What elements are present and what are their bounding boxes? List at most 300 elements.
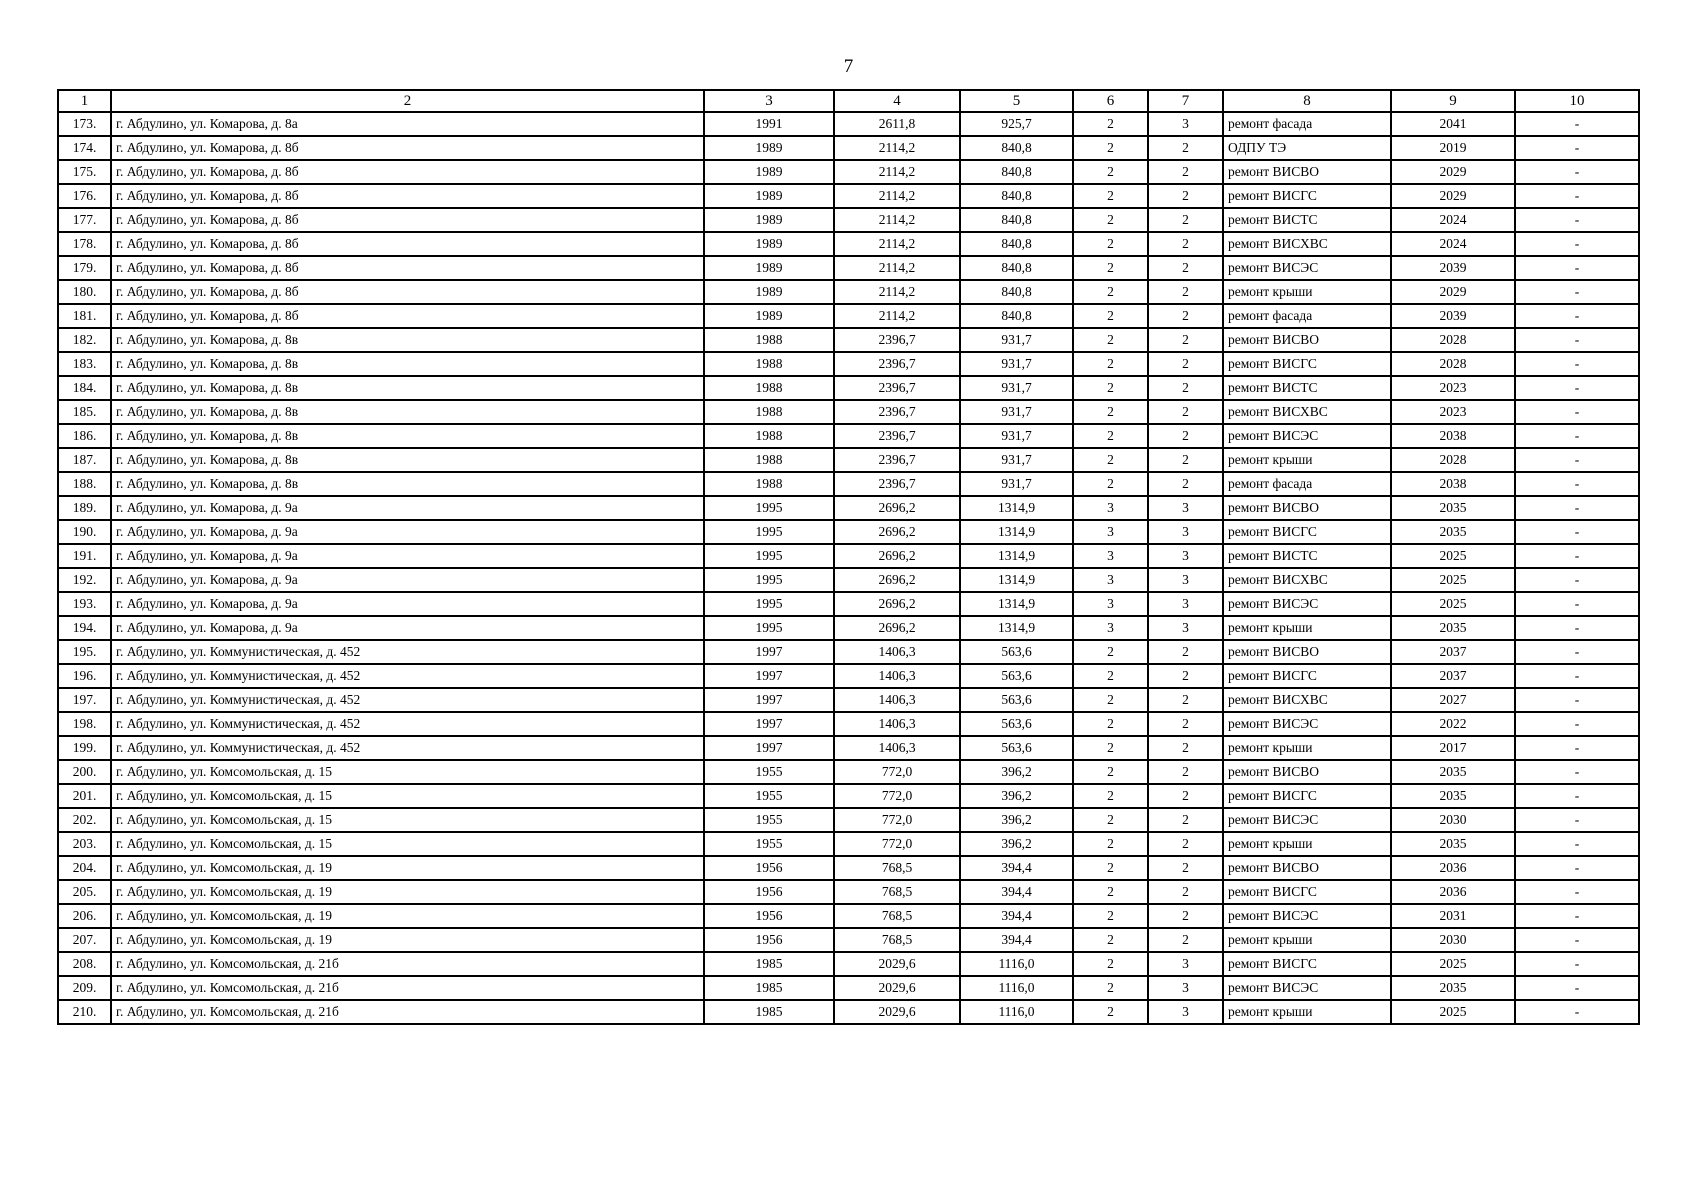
- table-row: [58, 520, 1639, 544]
- cell-planned-year: 2041: [1391, 112, 1515, 136]
- cell-work-type: ремонт ВИСГС: [1223, 184, 1391, 208]
- cell-year: 1995: [704, 568, 834, 592]
- cell-note: -: [1515, 448, 1639, 472]
- cell-work-type: ремонт крыши: [1223, 280, 1391, 304]
- cell-living-area: 931,7: [960, 328, 1073, 352]
- cell-living-area: 394,4: [960, 928, 1073, 952]
- cell-entrances: 3: [1148, 496, 1223, 520]
- cell-total-area: 2696,2: [834, 520, 960, 544]
- cell-year: 1989: [704, 208, 834, 232]
- cell-note: -: [1515, 400, 1639, 424]
- cell-planned-year: 2029: [1391, 160, 1515, 184]
- cell-work-type: ремонт ВИСЭС: [1223, 904, 1391, 928]
- cell-entrances: 2: [1148, 880, 1223, 904]
- cell-note: -: [1515, 472, 1639, 496]
- cell-row-number: 198.: [58, 712, 111, 736]
- cell-row-number: 186.: [58, 424, 111, 448]
- cell-floors: 2: [1073, 112, 1148, 136]
- cell-row-number: 200.: [58, 760, 111, 784]
- column-header-8: 8: [1223, 90, 1391, 112]
- cell-floors: 2: [1073, 808, 1148, 832]
- cell-living-area: 840,8: [960, 256, 1073, 280]
- cell-row-number: 206.: [58, 904, 111, 928]
- cell-year: 1985: [704, 952, 834, 976]
- cell-planned-year: 2023: [1391, 400, 1515, 424]
- cell-floors: 3: [1073, 544, 1148, 568]
- cell-row-number: 188.: [58, 472, 111, 496]
- table-row: [58, 112, 1639, 136]
- cell-row-number: 199.: [58, 736, 111, 760]
- cell-work-type: ремонт фасада: [1223, 472, 1391, 496]
- cell-living-area: 840,8: [960, 280, 1073, 304]
- cell-address: г. Абдулино, ул. Комсомольская, д. 19: [111, 928, 704, 952]
- cell-row-number: 204.: [58, 856, 111, 880]
- cell-total-area: 2696,2: [834, 616, 960, 640]
- cell-planned-year: 2029: [1391, 280, 1515, 304]
- cell-note: -: [1515, 904, 1639, 928]
- cell-address: г. Абдулино, ул. Коммунистическая, д. 452: [111, 688, 704, 712]
- cell-floors: 2: [1073, 472, 1148, 496]
- cell-work-type: ремонт ВИСВО: [1223, 160, 1391, 184]
- cell-entrances: 2: [1148, 904, 1223, 928]
- cell-work-type: ремонт ВИСХВС: [1223, 568, 1391, 592]
- cell-year: 1989: [704, 232, 834, 256]
- cell-total-area: 2029,6: [834, 1000, 960, 1024]
- cell-total-area: 2114,2: [834, 136, 960, 160]
- cell-work-type: ремонт ВИСЭС: [1223, 976, 1391, 1000]
- cell-planned-year: 2035: [1391, 760, 1515, 784]
- cell-total-area: 2396,7: [834, 352, 960, 376]
- table-row: [58, 472, 1639, 496]
- cell-work-type: ОДПУ ТЭ: [1223, 136, 1391, 160]
- table-row: [58, 496, 1639, 520]
- cell-planned-year: 2035: [1391, 976, 1515, 1000]
- cell-floors: 2: [1073, 736, 1148, 760]
- cell-note: -: [1515, 592, 1639, 616]
- cell-address: г. Абдулино, ул. Коммунистическая, д. 452: [111, 664, 704, 688]
- table-row: [58, 1000, 1639, 1024]
- cell-living-area: 563,6: [960, 712, 1073, 736]
- cell-row-number: 210.: [58, 1000, 111, 1024]
- cell-address: г. Абдулино, ул. Комсомольская, д. 19: [111, 856, 704, 880]
- cell-living-area: 931,7: [960, 352, 1073, 376]
- cell-year: 1995: [704, 544, 834, 568]
- cell-total-area: 2396,7: [834, 472, 960, 496]
- cell-row-number: 197.: [58, 688, 111, 712]
- table-body: [58, 112, 1639, 1024]
- cell-note: -: [1515, 928, 1639, 952]
- cell-entrances: 2: [1148, 160, 1223, 184]
- cell-entrances: 3: [1148, 544, 1223, 568]
- cell-total-area: 2029,6: [834, 952, 960, 976]
- cell-address: г. Абдулино, ул. Комарова, д. 8а: [111, 112, 704, 136]
- cell-total-area: 2114,2: [834, 160, 960, 184]
- cell-planned-year: 2035: [1391, 520, 1515, 544]
- cell-floors: 2: [1073, 328, 1148, 352]
- cell-living-area: 563,6: [960, 640, 1073, 664]
- cell-year: 1955: [704, 784, 834, 808]
- cell-planned-year: 2024: [1391, 232, 1515, 256]
- cell-living-area: 396,2: [960, 808, 1073, 832]
- cell-year: 1989: [704, 256, 834, 280]
- cell-planned-year: 2035: [1391, 496, 1515, 520]
- cell-planned-year: 2022: [1391, 712, 1515, 736]
- cell-floors: 2: [1073, 424, 1148, 448]
- cell-entrances: 2: [1148, 760, 1223, 784]
- cell-year: 1989: [704, 184, 834, 208]
- cell-living-area: 931,7: [960, 376, 1073, 400]
- cell-planned-year: 2030: [1391, 928, 1515, 952]
- cell-year: 1997: [704, 736, 834, 760]
- cell-year: 1956: [704, 880, 834, 904]
- cell-total-area: 2396,7: [834, 400, 960, 424]
- cell-living-area: 840,8: [960, 304, 1073, 328]
- cell-note: -: [1515, 232, 1639, 256]
- cell-year: 1988: [704, 448, 834, 472]
- cell-entrances: 2: [1148, 304, 1223, 328]
- table-row: [58, 352, 1639, 376]
- cell-year: 1995: [704, 520, 834, 544]
- cell-row-number: 173.: [58, 112, 111, 136]
- cell-row-number: 196.: [58, 664, 111, 688]
- cell-entrances: 2: [1148, 832, 1223, 856]
- cell-address: г. Абдулино, ул. Комарова, д. 9а: [111, 520, 704, 544]
- cell-row-number: 207.: [58, 928, 111, 952]
- cell-year: 1955: [704, 760, 834, 784]
- cell-work-type: ремонт ВИСГС: [1223, 784, 1391, 808]
- cell-entrances: 2: [1148, 376, 1223, 400]
- cell-address: г. Абдулино, ул. Комарова, д. 8в: [111, 472, 704, 496]
- cell-planned-year: 2017: [1391, 736, 1515, 760]
- cell-note: -: [1515, 328, 1639, 352]
- cell-floors: 3: [1073, 592, 1148, 616]
- cell-entrances: 2: [1148, 280, 1223, 304]
- cell-work-type: ремонт ВИСТС: [1223, 376, 1391, 400]
- cell-living-area: 931,7: [960, 400, 1073, 424]
- cell-note: -: [1515, 712, 1639, 736]
- cell-planned-year: 2027: [1391, 688, 1515, 712]
- cell-living-area: 1314,9: [960, 616, 1073, 640]
- cell-entrances: 2: [1148, 256, 1223, 280]
- cell-floors: 2: [1073, 904, 1148, 928]
- cell-floors: 2: [1073, 952, 1148, 976]
- cell-row-number: 179.: [58, 256, 111, 280]
- cell-work-type: ремонт ВИСЭС: [1223, 808, 1391, 832]
- cell-total-area: 2696,2: [834, 496, 960, 520]
- cell-note: -: [1515, 1000, 1639, 1024]
- cell-year: 1997: [704, 688, 834, 712]
- cell-year: 1985: [704, 1000, 834, 1024]
- cell-planned-year: 2036: [1391, 880, 1515, 904]
- cell-total-area: 1406,3: [834, 712, 960, 736]
- column-header-10: 10: [1515, 90, 1639, 112]
- cell-address: г. Абдулино, ул. Комарова, д. 8б: [111, 208, 704, 232]
- table-row: [58, 664, 1639, 688]
- cell-entrances: 3: [1148, 952, 1223, 976]
- cell-address: г. Абдулино, ул. Коммунистическая, д. 452: [111, 640, 704, 664]
- cell-work-type: ремонт фасада: [1223, 112, 1391, 136]
- cell-floors: 2: [1073, 232, 1148, 256]
- cell-address: г. Абдулино, ул. Комарова, д. 8в: [111, 448, 704, 472]
- cell-entrances: 3: [1148, 112, 1223, 136]
- cell-floors: 2: [1073, 640, 1148, 664]
- table-row: [58, 952, 1639, 976]
- cell-living-area: 931,7: [960, 424, 1073, 448]
- cell-note: -: [1515, 544, 1639, 568]
- cell-entrances: 2: [1148, 184, 1223, 208]
- cell-note: -: [1515, 208, 1639, 232]
- cell-note: -: [1515, 568, 1639, 592]
- cell-work-type: ремонт ВИСЭС: [1223, 424, 1391, 448]
- cell-row-number: 203.: [58, 832, 111, 856]
- cell-living-area: 840,8: [960, 136, 1073, 160]
- cell-entrances: 3: [1148, 976, 1223, 1000]
- cell-planned-year: 2024: [1391, 208, 1515, 232]
- cell-floors: 2: [1073, 688, 1148, 712]
- cell-floors: 2: [1073, 304, 1148, 328]
- cell-address: г. Абдулино, ул. Комарова, д. 8в: [111, 424, 704, 448]
- cell-floors: 2: [1073, 1000, 1148, 1024]
- cell-work-type: ремонт ВИСЭС: [1223, 592, 1391, 616]
- cell-planned-year: 2030: [1391, 808, 1515, 832]
- header-row: [58, 90, 1639, 112]
- table-row: [58, 448, 1639, 472]
- cell-row-number: 182.: [58, 328, 111, 352]
- cell-note: -: [1515, 736, 1639, 760]
- cell-address: г. Абдулино, ул. Комсомольская, д. 15: [111, 784, 704, 808]
- cell-planned-year: 2039: [1391, 256, 1515, 280]
- cell-year: 1988: [704, 424, 834, 448]
- cell-address: г. Абдулино, ул. Комарова, д. 8б: [111, 136, 704, 160]
- cell-planned-year: 2037: [1391, 664, 1515, 688]
- cell-year: 1988: [704, 400, 834, 424]
- cell-total-area: 2114,2: [834, 208, 960, 232]
- cell-planned-year: 2035: [1391, 616, 1515, 640]
- cell-row-number: 195.: [58, 640, 111, 664]
- cell-total-area: 2029,6: [834, 976, 960, 1000]
- cell-note: -: [1515, 520, 1639, 544]
- column-header-7: 7: [1148, 90, 1223, 112]
- table-row: [58, 592, 1639, 616]
- cell-entrances: 2: [1148, 664, 1223, 688]
- cell-row-number: 178.: [58, 232, 111, 256]
- cell-work-type: ремонт ВИСГС: [1223, 520, 1391, 544]
- cell-floors: 2: [1073, 280, 1148, 304]
- cell-work-type: ремонт крыши: [1223, 832, 1391, 856]
- cell-living-area: 396,2: [960, 784, 1073, 808]
- cell-living-area: 1314,9: [960, 592, 1073, 616]
- cell-year: 1956: [704, 928, 834, 952]
- cell-address: г. Абдулино, ул. Комарова, д. 9а: [111, 544, 704, 568]
- cell-planned-year: 2036: [1391, 856, 1515, 880]
- cell-entrances: 2: [1148, 232, 1223, 256]
- cell-living-area: 394,4: [960, 880, 1073, 904]
- cell-living-area: 1116,0: [960, 952, 1073, 976]
- cell-address: г. Абдулино, ул. Комарова, д. 9а: [111, 496, 704, 520]
- cell-note: -: [1515, 880, 1639, 904]
- cell-entrances: 2: [1148, 472, 1223, 496]
- cell-work-type: ремонт ВИСХВС: [1223, 400, 1391, 424]
- cell-row-number: 184.: [58, 376, 111, 400]
- cell-row-number: 175.: [58, 160, 111, 184]
- column-header-4: 4: [834, 90, 960, 112]
- cell-entrances: 3: [1148, 520, 1223, 544]
- cell-row-number: 174.: [58, 136, 111, 160]
- cell-work-type: ремонт ВИСГС: [1223, 952, 1391, 976]
- cell-planned-year: 2035: [1391, 784, 1515, 808]
- cell-note: -: [1515, 256, 1639, 280]
- cell-planned-year: 2028: [1391, 352, 1515, 376]
- cell-total-area: 772,0: [834, 760, 960, 784]
- cell-entrances: 2: [1148, 448, 1223, 472]
- column-header-1: 1: [58, 90, 111, 112]
- cell-entrances: 2: [1148, 688, 1223, 712]
- table-row: [58, 544, 1639, 568]
- cell-total-area: 2696,2: [834, 592, 960, 616]
- cell-total-area: 2396,7: [834, 376, 960, 400]
- cell-floors: 2: [1073, 832, 1148, 856]
- cell-living-area: 563,6: [960, 664, 1073, 688]
- cell-total-area: 2396,7: [834, 448, 960, 472]
- cell-living-area: 931,7: [960, 472, 1073, 496]
- cell-total-area: 1406,3: [834, 664, 960, 688]
- cell-address: г. Абдулино, ул. Комарова, д. 8в: [111, 352, 704, 376]
- cell-row-number: 202.: [58, 808, 111, 832]
- cell-total-area: 772,0: [834, 832, 960, 856]
- table-row: [58, 856, 1639, 880]
- cell-living-area: 563,6: [960, 688, 1073, 712]
- table-row: [58, 688, 1639, 712]
- cell-floors: 2: [1073, 856, 1148, 880]
- cell-living-area: 1314,9: [960, 568, 1073, 592]
- cell-living-area: 394,4: [960, 904, 1073, 928]
- cell-total-area: 2696,2: [834, 568, 960, 592]
- cell-entrances: 2: [1148, 712, 1223, 736]
- cell-entrances: 3: [1148, 592, 1223, 616]
- cell-total-area: 768,5: [834, 904, 960, 928]
- cell-living-area: 925,7: [960, 112, 1073, 136]
- cell-year: 1991: [704, 112, 834, 136]
- cell-work-type: ремонт ВИСГС: [1223, 352, 1391, 376]
- cell-planned-year: 2035: [1391, 832, 1515, 856]
- cell-address: г. Абдулино, ул. Комарова, д. 8в: [111, 328, 704, 352]
- cell-row-number: 189.: [58, 496, 111, 520]
- cell-total-area: 768,5: [834, 880, 960, 904]
- table-row: [58, 160, 1639, 184]
- cell-work-type: ремонт ВИСВО: [1223, 496, 1391, 520]
- table-row: [58, 256, 1639, 280]
- cell-year: 1989: [704, 136, 834, 160]
- cell-work-type: ремонт ВИСГС: [1223, 664, 1391, 688]
- cell-row-number: 185.: [58, 400, 111, 424]
- cell-floors: 2: [1073, 928, 1148, 952]
- cell-floors: 2: [1073, 880, 1148, 904]
- cell-floors: 3: [1073, 520, 1148, 544]
- cell-work-type: ремонт ВИСТС: [1223, 208, 1391, 232]
- cell-address: г. Абдулино, ул. Коммунистическая, д. 452: [111, 712, 704, 736]
- cell-total-area: 2696,2: [834, 544, 960, 568]
- table-row: [58, 880, 1639, 904]
- cell-entrances: 2: [1148, 856, 1223, 880]
- cell-address: г. Абдулино, ул. Комсомольская, д. 19: [111, 904, 704, 928]
- cell-row-number: 209.: [58, 976, 111, 1000]
- table-row: [58, 232, 1639, 256]
- cell-row-number: 194.: [58, 616, 111, 640]
- cell-planned-year: 2025: [1391, 1000, 1515, 1024]
- cell-row-number: 192.: [58, 568, 111, 592]
- cell-total-area: 1406,3: [834, 736, 960, 760]
- cell-row-number: 191.: [58, 544, 111, 568]
- cell-floors: 2: [1073, 352, 1148, 376]
- cell-total-area: 2114,2: [834, 232, 960, 256]
- cell-floors: 2: [1073, 208, 1148, 232]
- cell-year: 1955: [704, 808, 834, 832]
- column-header-6: 6: [1073, 90, 1148, 112]
- cell-planned-year: 2038: [1391, 472, 1515, 496]
- cell-year: 1989: [704, 160, 834, 184]
- cell-note: -: [1515, 640, 1639, 664]
- cell-year: 1995: [704, 616, 834, 640]
- cell-living-area: 396,2: [960, 832, 1073, 856]
- cell-total-area: 2396,7: [834, 424, 960, 448]
- cell-floors: 3: [1073, 568, 1148, 592]
- cell-year: 1956: [704, 904, 834, 928]
- column-header-9: 9: [1391, 90, 1515, 112]
- cell-floors: 2: [1073, 448, 1148, 472]
- cell-floors: 2: [1073, 664, 1148, 688]
- cell-work-type: ремонт ВИСХВС: [1223, 688, 1391, 712]
- cell-total-area: 772,0: [834, 784, 960, 808]
- cell-address: г. Абдулино, ул. Комарова, д. 8в: [111, 400, 704, 424]
- cell-address: г. Абдулино, ул. Комарова, д. 8б: [111, 304, 704, 328]
- table-row: [58, 304, 1639, 328]
- cell-address: г. Абдулино, ул. Комарова, д. 8б: [111, 280, 704, 304]
- cell-address: г. Абдулино, ул. Коммунистическая, д. 452: [111, 736, 704, 760]
- cell-address: г. Абдулино, ул. Комарова, д. 9а: [111, 568, 704, 592]
- cell-note: -: [1515, 280, 1639, 304]
- cell-year: 1995: [704, 496, 834, 520]
- cell-address: г. Абдулино, ул. Комсомольская, д. 21б: [111, 1000, 704, 1024]
- cell-living-area: 1116,0: [960, 976, 1073, 1000]
- cell-note: -: [1515, 760, 1639, 784]
- table-row: [58, 400, 1639, 424]
- cell-note: -: [1515, 856, 1639, 880]
- table-row: [58, 904, 1639, 928]
- cell-note: -: [1515, 112, 1639, 136]
- cell-total-area: 2114,2: [834, 280, 960, 304]
- cell-address: г. Абдулино, ул. Комсомольская, д. 19: [111, 880, 704, 904]
- cell-row-number: 177.: [58, 208, 111, 232]
- cell-address: г. Абдулино, ул. Комарова, д. 9а: [111, 592, 704, 616]
- cell-floors: 2: [1073, 784, 1148, 808]
- cell-address: г. Абдулино, ул. Комарова, д. 8б: [111, 232, 704, 256]
- cell-work-type: ремонт ВИСЭС: [1223, 256, 1391, 280]
- cell-work-type: ремонт крыши: [1223, 616, 1391, 640]
- cell-note: -: [1515, 160, 1639, 184]
- cell-year: 1997: [704, 664, 834, 688]
- table-row: [58, 928, 1639, 952]
- cell-row-number: 180.: [58, 280, 111, 304]
- cell-address: г. Абдулино, ул. Комсомольская, д. 15: [111, 760, 704, 784]
- cell-work-type: ремонт ВИСВО: [1223, 760, 1391, 784]
- cell-floors: 2: [1073, 160, 1148, 184]
- repair-schedule-table: [57, 89, 1640, 1025]
- table-row: [58, 760, 1639, 784]
- cell-entrances: 2: [1148, 424, 1223, 448]
- cell-work-type: ремонт ВИСВО: [1223, 328, 1391, 352]
- cell-floors: 3: [1073, 496, 1148, 520]
- cell-work-type: ремонт крыши: [1223, 1000, 1391, 1024]
